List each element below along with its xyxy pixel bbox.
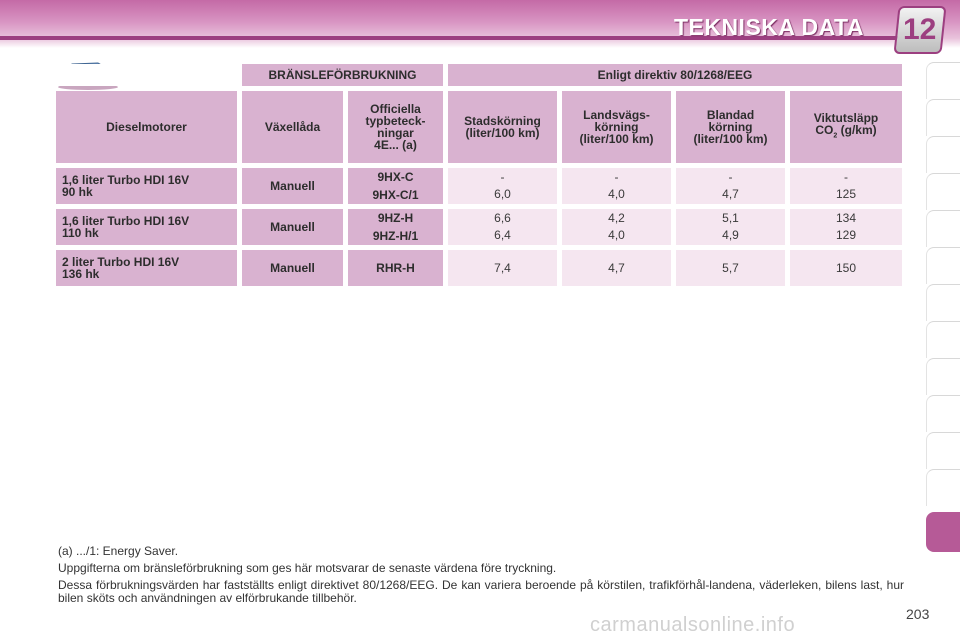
table-row	[56, 168, 902, 204]
footnote: (a) .../1: Energy Saver.	[58, 544, 179, 558]
watermark: carmanualsonline.info	[590, 614, 796, 636]
side-tab[interactable]	[926, 358, 960, 395]
urban-cell: - 6,0	[448, 168, 557, 204]
type-cell: 9HX-C 9HX-C/1	[348, 168, 443, 204]
engine-cell: 2 liter Turbo HDI 16V 136 hk	[56, 250, 237, 286]
page-number: 203	[906, 606, 930, 622]
column-header-gearbox: Växellåda	[242, 91, 343, 163]
column-header-extra-urban: Landsvägs- körning (liter/100 km)	[562, 91, 671, 163]
side-tab[interactable]	[926, 395, 960, 432]
side-tabs	[926, 62, 960, 582]
column-header-combined: Blandad körning (liter/100 km)	[676, 91, 785, 163]
type-cell: 9HZ-H 9HZ-H/1	[348, 209, 443, 245]
engine-cell: 1,6 liter Turbo HDI 16V 110 hk	[56, 209, 237, 245]
side-tab[interactable]	[926, 247, 960, 284]
combined-cell: - 4,7	[676, 168, 785, 204]
table-directive-header: Enligt direktiv 80/1268/EEG	[448, 64, 902, 86]
side-tab[interactable]	[926, 210, 960, 247]
extra-urban-cell: - 4,0	[562, 168, 671, 204]
column-header-urban: Stadskörning (liter/100 km)	[448, 91, 557, 163]
note-line: Uppgifterna om bränsleförbrukning som ges här motsvarar de senaste värdena före tryckning.	[58, 561, 557, 575]
chapter-number: 12	[903, 13, 937, 46]
side-tab-active[interactable]	[926, 512, 960, 552]
type-cell: RHR-H	[348, 250, 443, 286]
side-tab[interactable]	[926, 62, 960, 99]
gearbox-cell: Manuell	[242, 168, 343, 204]
combined-cell: 5,1 4,9	[676, 209, 785, 245]
urban-cell: 6,6 6,4	[448, 209, 557, 245]
side-tab[interactable]	[926, 321, 960, 358]
side-tab[interactable]	[926, 136, 960, 173]
note-paragraph: Dessa förbrukningsvärden har fastställts enligt direktivet 80/1268/EEG. De kan variera beroende på körstilen, trafikförhål-landena, väderleken, bilens last, hur bilen sköts och användningen av elförbrukande tillbehör.	[58, 578, 904, 605]
co2-cell: 150	[790, 250, 902, 286]
column-header-type: Officiella typbeteck- ningar 4E... (a)	[348, 91, 443, 163]
chapter-badge	[893, 6, 946, 54]
notes	[58, 545, 904, 609]
co2-cell: 134 129	[790, 209, 902, 245]
table-row	[56, 250, 902, 286]
side-tab[interactable]	[926, 284, 960, 321]
column-header-co2: Viktutsläpp $CO_2$ (g/km)	[790, 91, 902, 163]
engine-cell: 1,6 liter Turbo HDI 16V 90 hk	[56, 168, 237, 204]
combined-cell: 5,7	[676, 250, 785, 286]
side-tab[interactable]	[926, 99, 960, 136]
gearbox-cell: Manuell	[242, 250, 343, 286]
gearbox-cell: Manuell	[242, 209, 343, 245]
page-title: TEKNISKA DATA	[673, 14, 864, 40]
table-corner	[56, 64, 237, 86]
extra-urban-cell: 4,7	[562, 250, 671, 286]
side-tab[interactable]	[926, 173, 960, 210]
side-tab[interactable]	[926, 432, 960, 469]
table-row	[56, 209, 902, 245]
extra-urban-cell: 4,2 4,0	[562, 209, 671, 245]
urban-cell: 7,4	[448, 250, 557, 286]
fuel-consumption-table	[51, 59, 907, 291]
table-section-header: BRÄNSLEFÖRBRUKNING	[242, 64, 443, 86]
column-header-engine: Dieselmotorer	[56, 91, 237, 163]
side-tab[interactable]	[926, 469, 960, 506]
co2-cell: - 125	[790, 168, 902, 204]
